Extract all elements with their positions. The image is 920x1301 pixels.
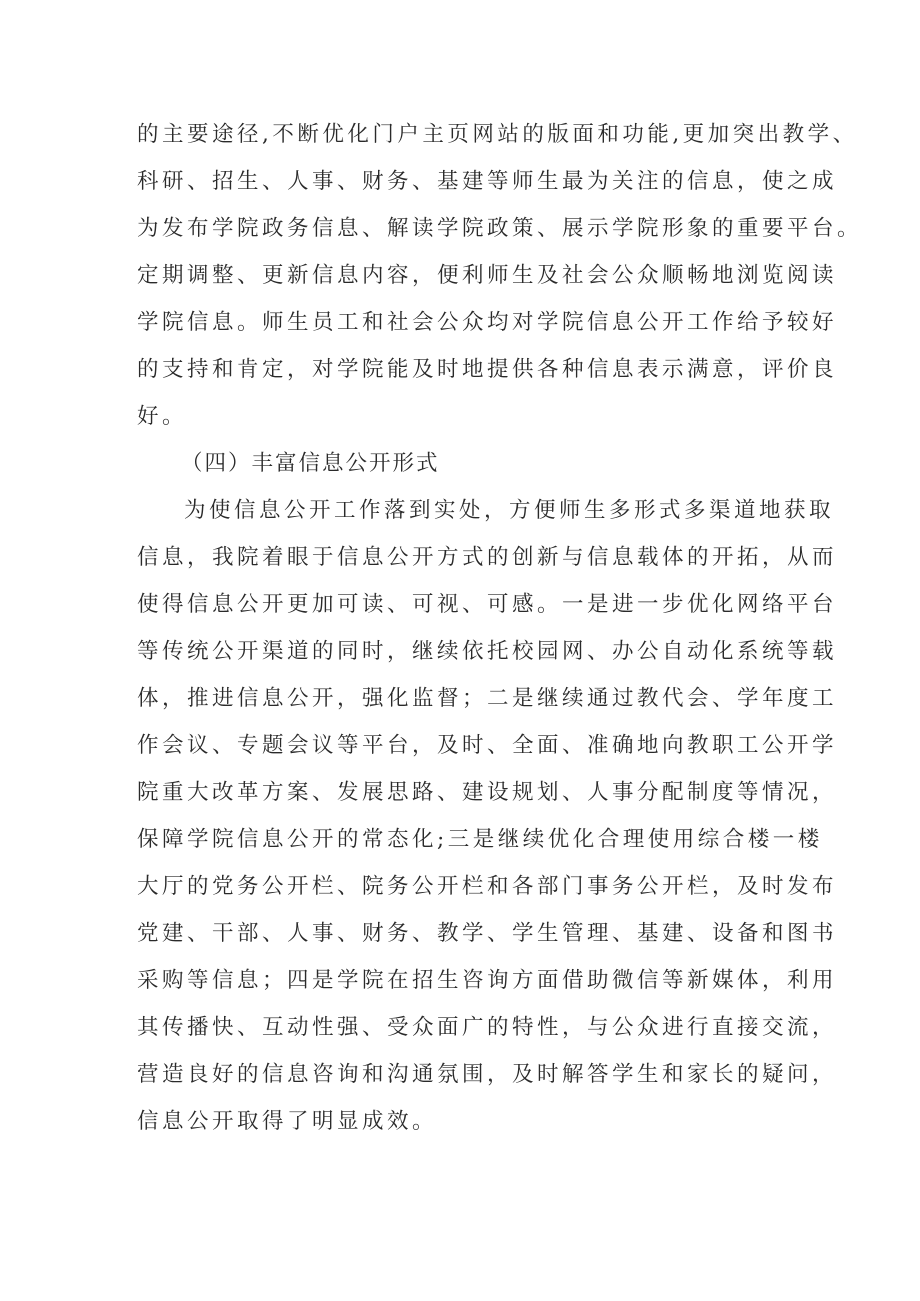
text-line: 科研、招生、人事、财务、基建等师生最为关注的信息，使之成 <box>137 169 838 194</box>
section-heading: （四）丰富信息公开形式 <box>181 451 440 476</box>
text-line: 为发布学院政务信息、解读学院政策、展示学院形象的重要平台。 <box>137 216 863 241</box>
text-line: 院重大改革方案、发展思路、建设规划、人事分配制度等情况， <box>137 780 838 805</box>
text-line: 作会议、专题会议等平台，及时、全面、准确地向教职工公开学 <box>137 733 838 758</box>
text-line: 定期调整、更新信息内容，便利师生及社会公众顺畅地浏览阅读 <box>137 263 838 288</box>
text-line: 其传播快、互动性强、受众面广的特性，与公众进行直接交流， <box>137 1015 838 1040</box>
text-line: 等传统公开渠道的同时，继续依托校园网、办公自动化系统等载 <box>137 639 838 664</box>
text-line: 大厅的党务公开栏、院务公开栏和各部门事务公开栏，及时发布 <box>137 874 838 899</box>
text-line: 学院信息。师生员工和社会公众均对学院信息公开工作给予较好 <box>137 310 838 335</box>
body-text <box>137 111 863 1145</box>
text-line: 营造良好的信息咨询和沟通氛围，及时解答学生和家长的疑问， <box>137 1062 838 1087</box>
text-line: 信息，我院着眼于信息公开方式的创新与信息载体的开拓，从而 <box>137 545 838 570</box>
text-line: 信息公开取得了明显成效。 <box>137 1109 438 1134</box>
paragraph <box>137 487 838 1145</box>
text-line: 好。 <box>137 404 188 429</box>
previous-paragraph <box>137 111 863 440</box>
text-line: 体，推进信息公开，强化监督；二是继续通过教代会、学年度工 <box>137 686 838 711</box>
text-line: 党建、干部、人事、财务、教学、学生管理、基建、设备和图书 <box>137 921 838 946</box>
text-line: 的支持和肯定，对学院能及时地提供各种信息表示满意，评价良 <box>137 357 838 382</box>
text-line: 使得信息公开更加可读、可视、可感。一是进一步优化网络平台 <box>137 592 838 617</box>
text-line: 采购等信息；四是学院在招生咨询方面借助微信等新媒体，利用 <box>137 968 838 993</box>
text-line: 为使信息公开工作落到实处，方便师生多形式多渠道地获取 <box>184 498 835 523</box>
text-line: 的主要途径,不断优化门户主页网站的版面和功能,更加突出教学、 <box>137 122 858 147</box>
text-line: 保障学院信息公开的常态化;三是继续优化合理使用综合楼一楼 <box>137 827 823 852</box>
